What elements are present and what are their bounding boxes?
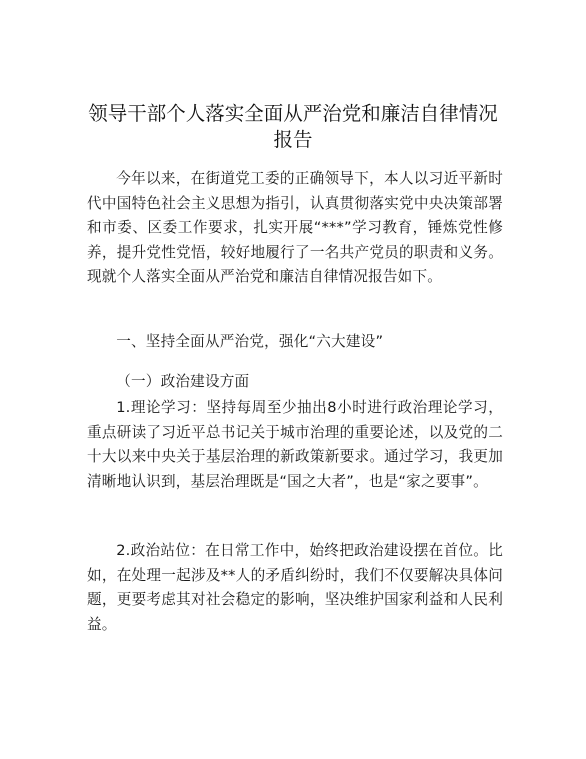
item-paragraph-theory-study: 1.理论学习：坚持每周至少抽出8小时进行政治理论学习，重点研读了习近平总书记关于城市治理的重要论述，以及党的二十大以来中央关于基层治理的新政策新要求。通过学习，我更加清晰地认识到，基层治理既是“国之大者”，也是“家之要事”。: [87, 399, 503, 490]
intro-paragraph: 今年以来，在街道党工委的正确领导下，本人以习近平新时代中国特色社会主义思想为指引，认真贯彻落实党中央决策部署和市委、区委工作要求，扎实开展“***”学习教育，锤炼党性修养，提升党性党悟，较好地履行了一名共产党员的职责和义务。现就个人落实全面从严治党和廉洁自律情况报告如下。: [87, 170, 503, 285]
section-heading: 一、坚持全面从严治党，强化“六大建设”: [116, 333, 384, 350]
subsection-heading: （一）政治建设方面: [116, 373, 250, 390]
item-paragraph-political-stance: 2.政治站位：在日常工作中，始终把政治建设摆在首位。比如，在处理一起涉及**人的矛盾纠纷时，我们不仅要解决具体问题，更要考虑其对社会稳定的影响，坚决维护国家利益和人民利益。: [87, 542, 503, 633]
document-title: 领导干部个人落实全面从严治党和廉洁自律情况报告: [88, 102, 498, 151]
